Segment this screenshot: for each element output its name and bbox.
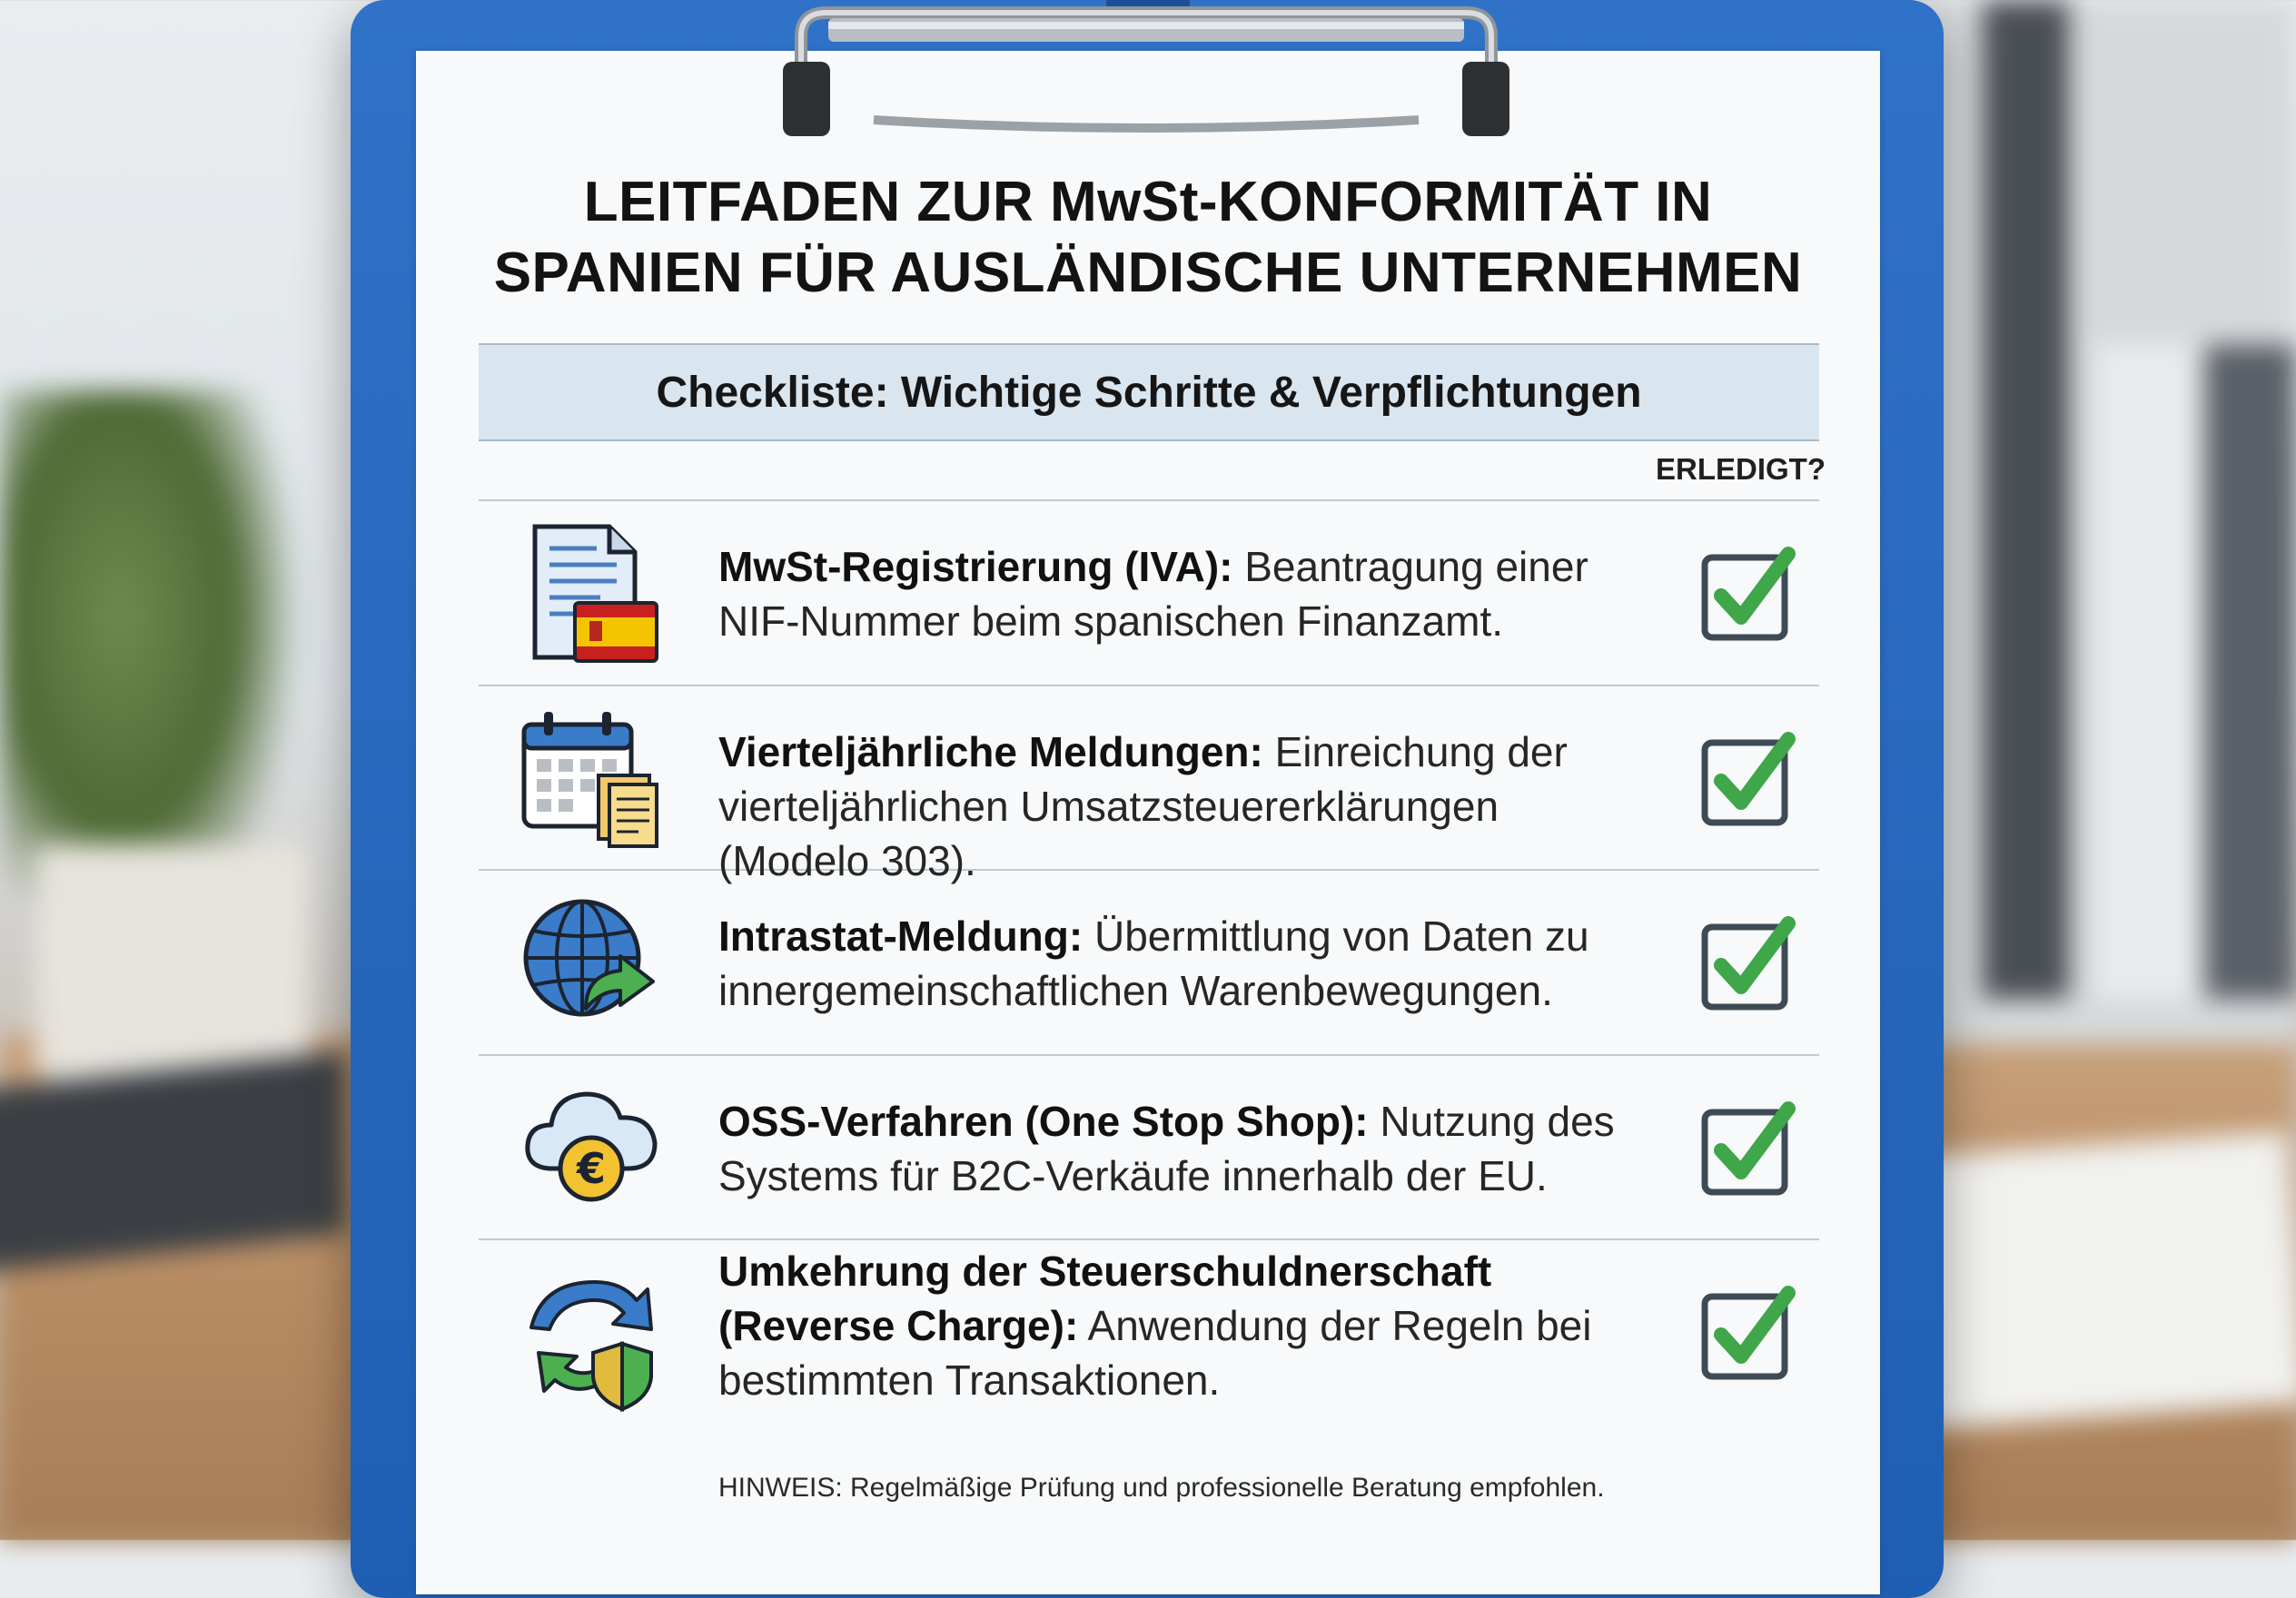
- title-line: LEITFADEN ZUR MwSt-KONFORMITÄT IN: [583, 171, 1713, 233]
- item-heading: Vierteljährliche Meldungen:: [718, 728, 1263, 775]
- checkbox-checked-icon[interactable]: [1696, 545, 1796, 645]
- checklist-banner: [479, 343, 1819, 441]
- footer-note: HINWEIS: Regelmäßige Prüfung und professionelle Beratung empfohlen.: [718, 1473, 1605, 1503]
- checkbox-checked-icon[interactable]: [1696, 1284, 1796, 1384]
- page-title: [416, 167, 1880, 309]
- binder: [2205, 345, 2296, 999]
- divider: [479, 499, 1819, 501]
- svg-text:€: €: [576, 1144, 607, 1193]
- item-heading: Intrastat-Meldung:: [718, 912, 1084, 960]
- item-heading: MwSt-Registrierung (IVA):: [718, 543, 1233, 590]
- checkbox-checked-icon[interactable]: [1696, 730, 1796, 830]
- plant-pot: [36, 844, 309, 1080]
- item-text: [718, 539, 1645, 648]
- checkbox-checked-icon[interactable]: [1696, 1100, 1796, 1199]
- cycle-arrows-shield-icon: [519, 1269, 664, 1415]
- item-text: [718, 1094, 1645, 1203]
- document-spain-flag-icon: [519, 521, 664, 666]
- item-text: [718, 909, 1645, 1018]
- calendar-documents-icon: [519, 706, 664, 852]
- item-body: Nutzung des Systems für B2C-Verkäufe innerhalb der EU.: [718, 1098, 1615, 1199]
- binder: [1983, 0, 2069, 999]
- item-heading: Umkehrung der Steuerschuldnerschaft (Reverse Charge):: [718, 1248, 1492, 1349]
- divider: [479, 685, 1819, 686]
- cloud-euro-icon: [519, 1069, 664, 1214]
- title-line: SPANIEN FÜR AUSLÄNDISCHE UNTERNEHMEN: [493, 242, 1803, 304]
- item-body: Beantragung einer NIF-Nummer beim spanischen Finanzamt.: [718, 543, 1588, 645]
- checklist-subtitle: Checkliste: Wichtige Schritte & Verpflichtungen: [656, 368, 1642, 417]
- item-body: Übermittlung von Daten zu innergemeinschaftlichen Warenbewegungen.: [718, 912, 1589, 1014]
- item-text: [718, 725, 1645, 888]
- item-heading: OSS-Verfahren (One Stop Shop):: [718, 1098, 1369, 1145]
- clipboard-clip-icon: [774, 0, 1519, 145]
- item-body: Einreichung der vierteljährlichen Umsatzsteuererklärungen (Modelo 303).: [718, 728, 1568, 884]
- binder: [2096, 345, 2196, 999]
- divider: [479, 1238, 1819, 1240]
- divider: [479, 1054, 1819, 1056]
- item-text: [718, 1244, 1645, 1407]
- globe-arrow-icon: [519, 891, 664, 1036]
- done-column-label: ERLEDIGT?: [1656, 452, 1826, 486]
- item-body: Anwendung der Regeln bei bestimmten Transaktionen.: [718, 1302, 1592, 1404]
- checkbox-checked-icon[interactable]: [1696, 914, 1796, 1014]
- paper-sheet: [1905, 1131, 2296, 1430]
